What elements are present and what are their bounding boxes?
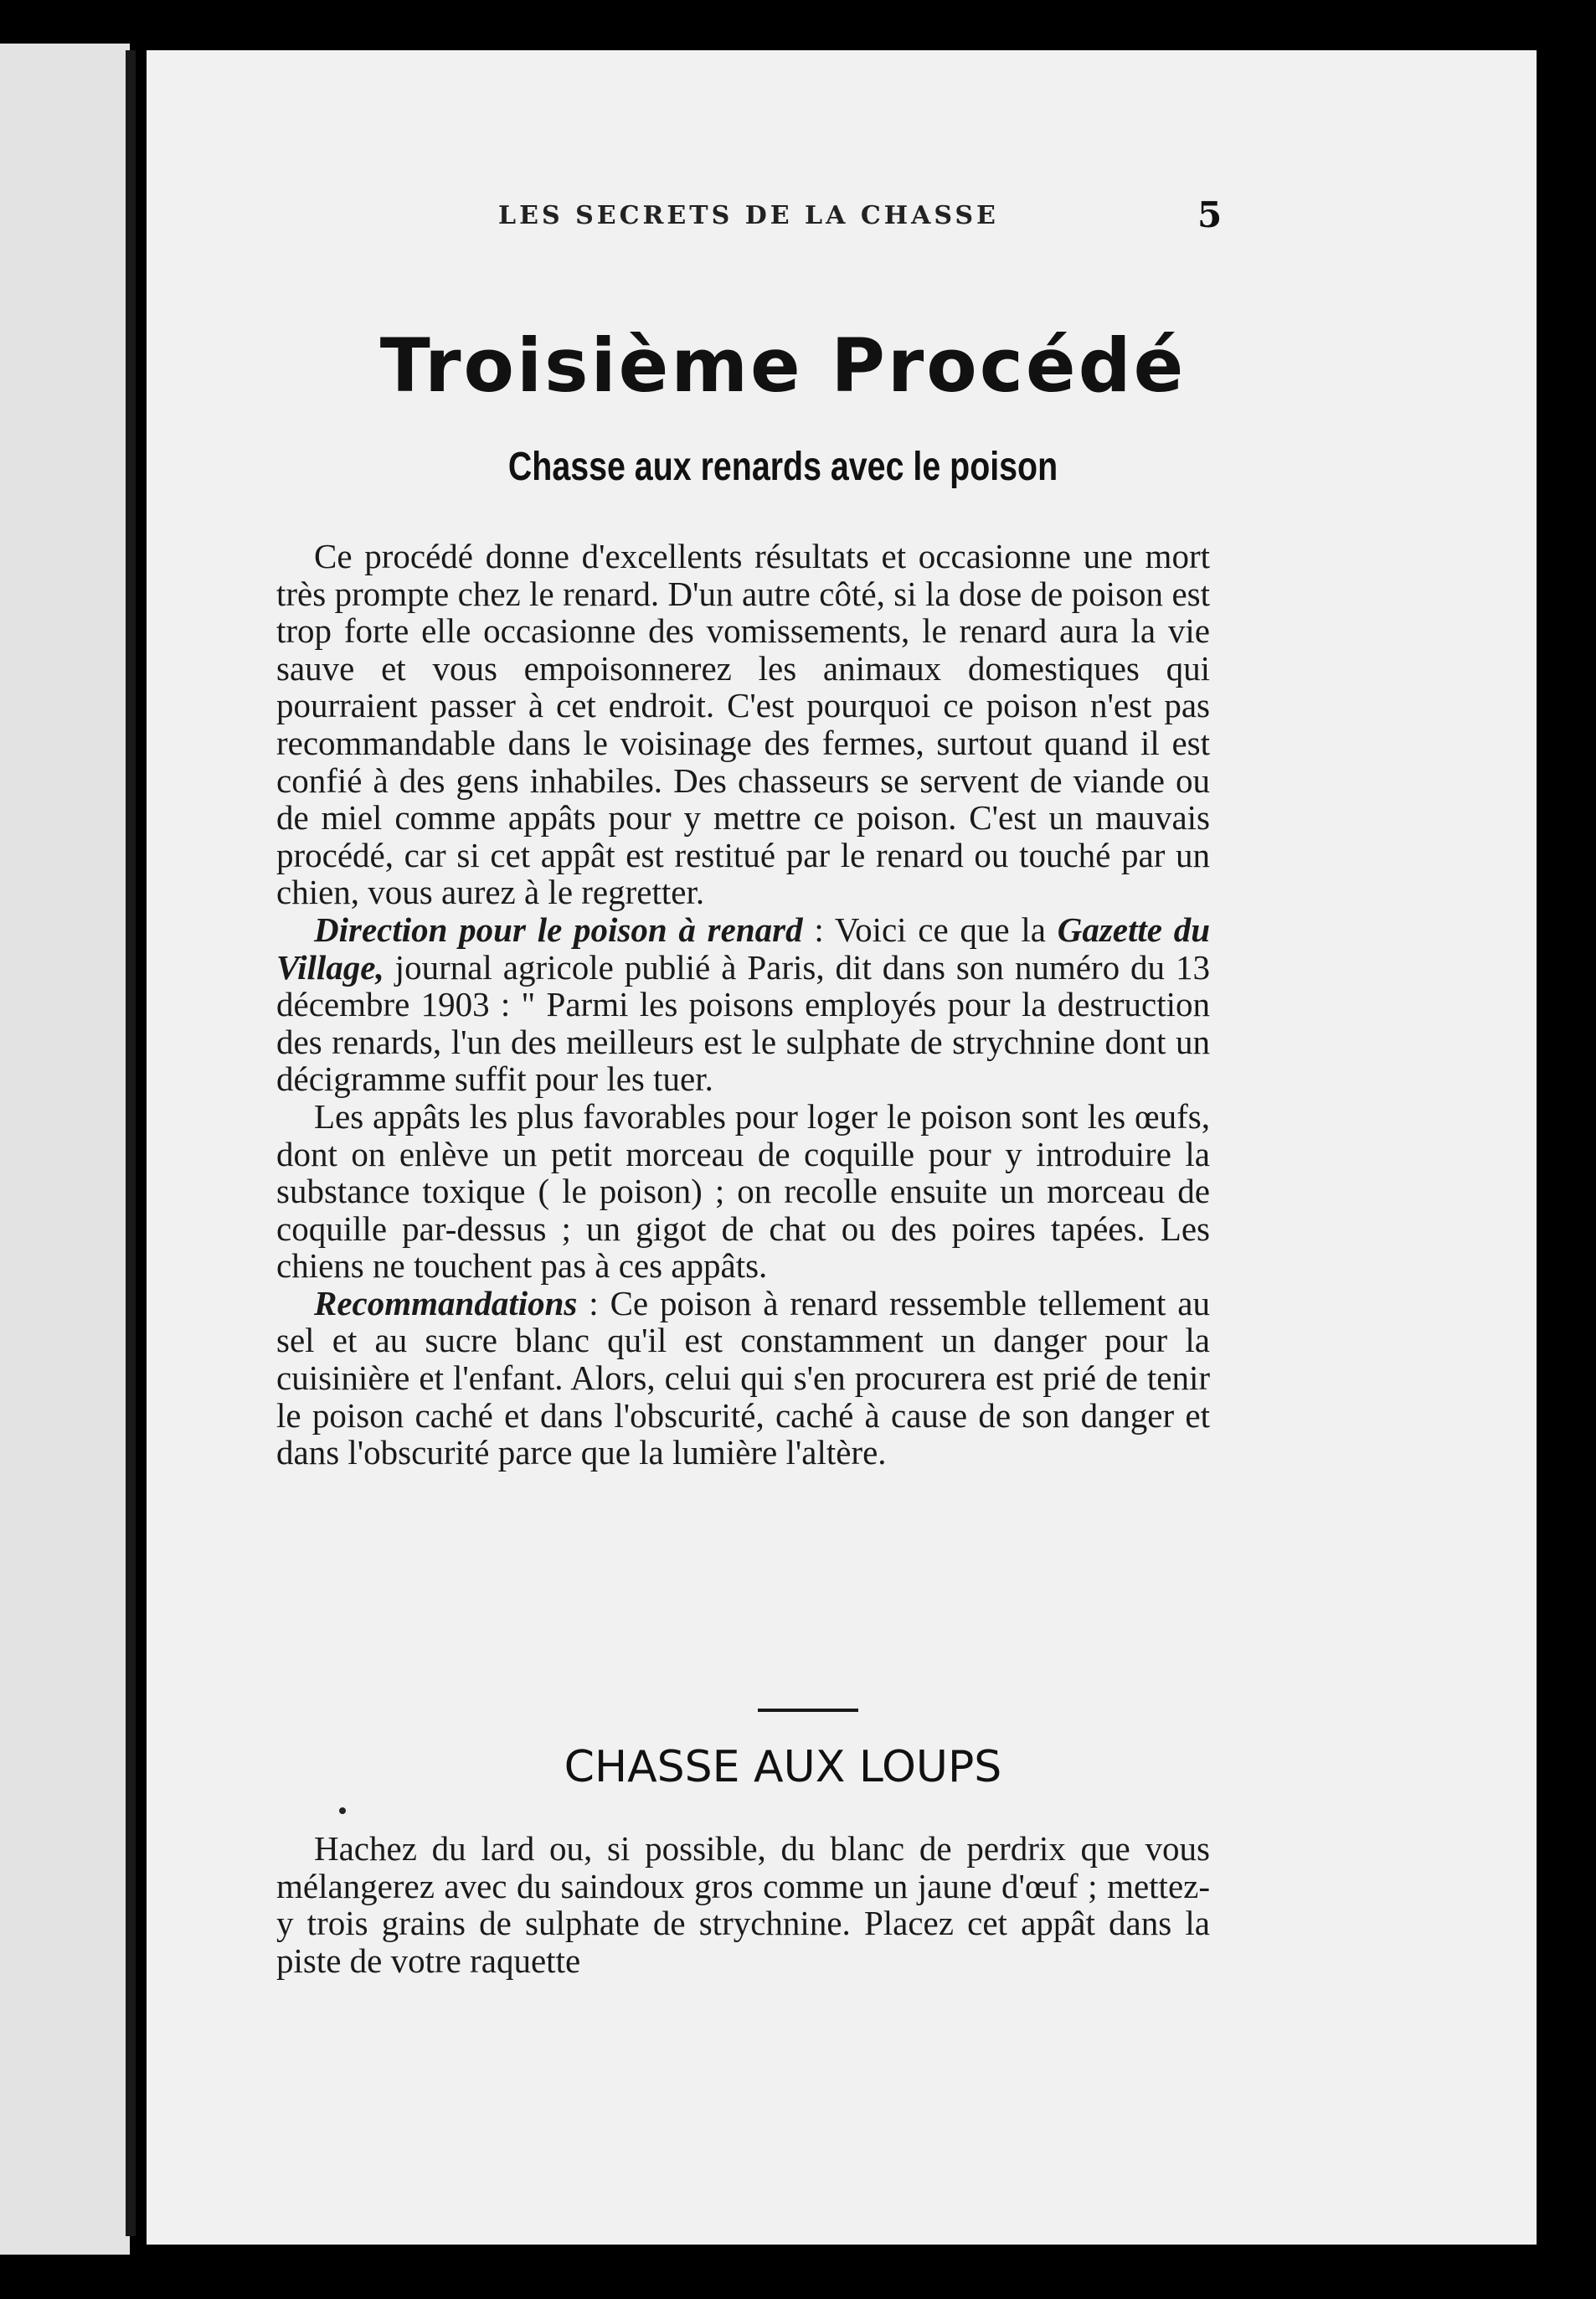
paragraph xyxy=(276,538,1210,911)
book-page xyxy=(147,50,1537,2245)
paragraph-heading: Recommandations xyxy=(314,1283,578,1322)
paragraph-text: Les appâts les plus favorables pour loger le poison sont les œufs, dont on enlève un petit morceau de coquille pour y introduire la substance toxique ( le poison) ; on recolle ensuite un morceau de coquille par-dessus ; un gigot de chat ou des poires tapées. Les chiens ne touchent pas à ces appâts. xyxy=(276,1096,1210,1286)
left-page-margin xyxy=(0,44,130,2255)
page-number: 5 xyxy=(1197,194,1223,235)
paragraph xyxy=(276,1285,1210,1472)
gutter-shadow xyxy=(126,50,136,2236)
paragraph-text: Ce procédé donne d'excellents résultats et occasionne une mort très prompte chez le renard. D'un autre côté, si la dose de poison est trop forte elle occasionne des vomissements, le renard aura la vie sauve et vous empoisonnerez les animaux domestiques qui pourraient passer à cet endroit. C'est pourquoi ce poison n'est pas recommandable dans le voisinage des fermes, surtout quand il est confié à des gens inhabiles. Des chasseurs se servent de viande ou de miel comme appâts pour y mettre ce poison. C'est un mauvais procédé, car si cet appât est restitué par le renard ou touché par un chien, vous aurez à le regretter. xyxy=(276,537,1210,912)
section-title: CHASSE AUX LOUPS xyxy=(564,1742,1002,1792)
section-body xyxy=(276,538,1210,1472)
paragraph-text: : Voici ce que la xyxy=(802,910,1058,949)
bullet-mark xyxy=(339,1807,346,1814)
paragraph xyxy=(276,1830,1210,1979)
chapter-subtitle: Chasse aux renards avec le poison xyxy=(507,445,1058,489)
paragraph-text: journal agricole publié à Paris, dit dans son numéro du 13 décembre 1903 : " Parmi les poisons employés pour la destruction des renards, l'un des meilleurs est le sulphate de strychnine dont un décigramme suffit pour les tuer. xyxy=(276,947,1210,1099)
paragraph-text: : Ce poison à renard ressemble tellement au sel et au sucre blanc qu'il est constamment un danger pour la cuisinière et l'enfant. Alors, celui qui s'en procurera est prié de tenir le poison caché et dans l'obscurité, caché à cause de son danger et dans l'obscurité parce que la lumière l'altère. xyxy=(276,1283,1210,1472)
running-head xyxy=(147,194,1537,251)
publication-title: Gazette du Village, xyxy=(276,910,1211,987)
running-title: LES SECRETS DE LA CHASSE xyxy=(498,201,999,230)
paragraph xyxy=(276,911,1210,1098)
paragraph-heading: Direction pour le poison à renard xyxy=(314,910,803,949)
section-divider xyxy=(758,1709,858,1712)
section-body xyxy=(276,1830,1210,1979)
paragraph-text: Hachez du lard ou, si possible, du blanc de perdrix que vous mélangerez avec du saindoux gros comme un jaune d'œuf ; mettez-y trois grains de sulphate de strychnine. Placez cet appât dans la piste de votre raquette xyxy=(276,1829,1210,1980)
chapter-title: Troisième Procédé xyxy=(379,322,1187,409)
paragraph xyxy=(276,1098,1210,1285)
